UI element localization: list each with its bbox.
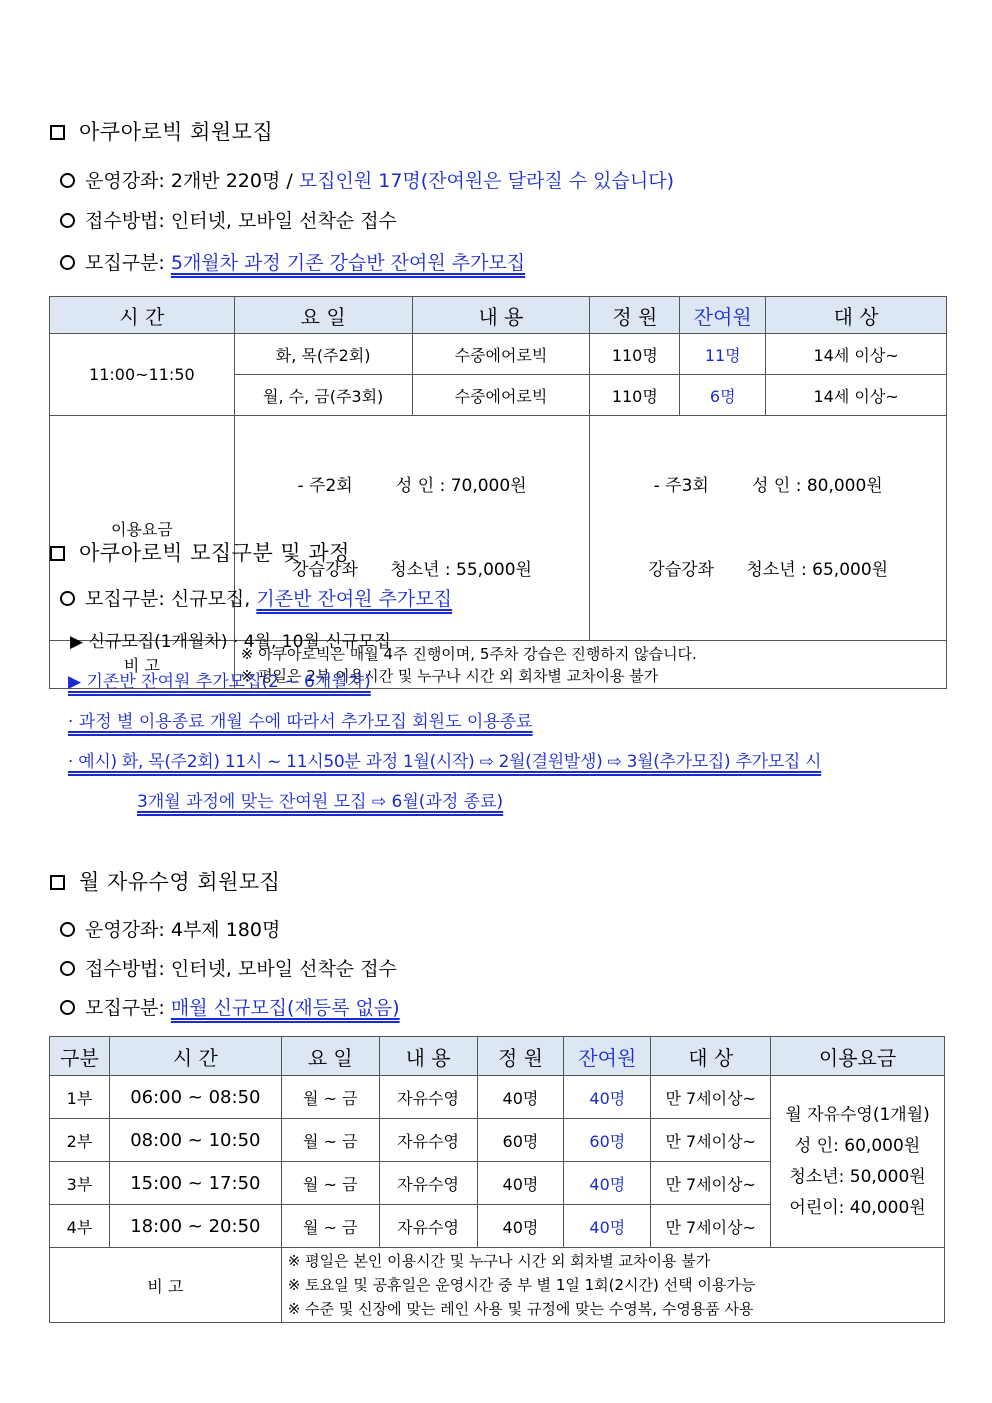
circle-bullet-icon bbox=[60, 922, 75, 937]
s3-line-2: 접수방법: 인터넷, 모바일 선착순 접수 bbox=[60, 954, 397, 981]
header-day: 요 일 bbox=[281, 1037, 379, 1076]
table-cell: 08:00 ~ 10:50 bbox=[109, 1119, 281, 1162]
checkbox-square-icon bbox=[50, 546, 65, 561]
s2-line-3: ▶ 기존반 잔여원 추가모집(2 ~ 6개월차) bbox=[68, 672, 371, 692]
table-cell: 만 7세이상~ bbox=[651, 1119, 771, 1162]
table-cell: 40명 bbox=[477, 1162, 564, 1205]
s1-line-1: 운영강좌: 2개반 220명 / 모집인원 17명(잔여원은 달라질 수 있습니다) bbox=[60, 166, 674, 193]
circle-bullet-icon bbox=[60, 1000, 75, 1015]
note-text: ※ 수준 및 신장에 맞는 레인 사용 및 규정에 맞는 수영복, 수영용품 사용 bbox=[287, 1300, 754, 1318]
table-cell: 2부 bbox=[50, 1119, 110, 1162]
table-cell: 수중에어로빅 bbox=[412, 375, 590, 416]
table-cell: 자유수영 bbox=[379, 1205, 477, 1248]
table-cell: 60명 bbox=[477, 1119, 564, 1162]
note-cell bbox=[281, 1248, 944, 1323]
table-cell: 화, 목(주2회) bbox=[234, 334, 412, 375]
fee-cell bbox=[771, 1076, 945, 1248]
note-label: 비 고 bbox=[50, 641, 235, 689]
table-cell: 만 7세이상~ bbox=[651, 1205, 771, 1248]
s2-line-1: 모집구분: 신규모집, 기존반 잔여원 추가모집 bbox=[60, 584, 452, 611]
table-cell: 110명 bbox=[590, 375, 680, 416]
table-cell: 월 ~ 금 bbox=[281, 1205, 379, 1248]
header-time: 시 간 bbox=[109, 1037, 281, 1076]
fee-3x-cell bbox=[590, 416, 947, 641]
header-remaining: 잔여원 bbox=[564, 1037, 651, 1076]
table-cell: 11명 bbox=[680, 334, 766, 375]
s2-line-4: · 과정 별 이용종료 개월 수에 따라서 추가모집 회원도 이용종료 bbox=[68, 712, 533, 732]
section-title-free-swim: 월 자유수영 회원모집 bbox=[50, 866, 280, 896]
s1-line-3: 모집구분: 5개월차 과정 기존 강습반 잔여원 추가모집 bbox=[60, 248, 525, 275]
section-title-aquarobic: 아쿠아로빅 회원모집 bbox=[50, 116, 273, 146]
table-cell: 만 7세이상~ bbox=[651, 1162, 771, 1205]
fee-text: 강습강좌 청소년 : 55,000원 bbox=[292, 560, 532, 580]
header-fee: 이용요금 bbox=[771, 1037, 945, 1076]
fee-text: - 주2회 성 인 : 70,000원 bbox=[297, 476, 527, 496]
table-cell: 수중에어로빅 bbox=[412, 334, 590, 375]
table-cell: 월 ~ 금 bbox=[281, 1162, 379, 1205]
header-target: 대 상 bbox=[766, 297, 947, 334]
table-cell: 자유수영 bbox=[379, 1076, 477, 1119]
table-cell: 자유수영 bbox=[379, 1162, 477, 1205]
note-text: ※ 아쿠아로빅은 매월 4주 진행이며, 5주차 강습은 진행하지 않습니다. bbox=[240, 644, 697, 663]
table-cell: 40명 bbox=[564, 1205, 651, 1248]
table-cell: 60명 bbox=[564, 1119, 651, 1162]
table-cell: 40명 bbox=[477, 1205, 564, 1248]
table-cell: 월 ~ 금 bbox=[281, 1076, 379, 1119]
table-cell: 6명 bbox=[680, 375, 766, 416]
table-cell: 월 ~ 금 bbox=[281, 1119, 379, 1162]
table-cell: 1부 bbox=[50, 1076, 110, 1119]
header-part: 구분 bbox=[50, 1037, 110, 1076]
table-cell: 110명 bbox=[590, 334, 680, 375]
table-cell: 40명 bbox=[564, 1076, 651, 1119]
table-cell: 18:00 ~ 20:50 bbox=[109, 1205, 281, 1248]
s3-line-1: 운영강좌: 4부제 180명 bbox=[60, 915, 280, 942]
circle-bullet-icon bbox=[60, 591, 75, 606]
fee-text: 성 인: 60,000원 bbox=[794, 1135, 921, 1156]
fee-text: 강습강좌 청소년 : 65,000원 bbox=[648, 560, 889, 580]
header-capacity: 정 원 bbox=[477, 1037, 564, 1076]
note-text: ※ 평일은 본인 이용시간 및 누구나 시간 외 회차별 교차이용 불가 bbox=[287, 1252, 711, 1270]
free-swim-table bbox=[49, 1036, 945, 1323]
fee-text: 청소년: 50,000원 bbox=[789, 1166, 926, 1187]
header-target: 대 상 bbox=[651, 1037, 771, 1076]
s1-line-2: 접수방법: 인터넷, 모바일 선착순 접수 bbox=[60, 206, 397, 233]
header-day: 요 일 bbox=[234, 297, 412, 334]
table-cell: 40명 bbox=[564, 1162, 651, 1205]
circle-bullet-icon bbox=[60, 213, 75, 228]
header-content: 내 용 bbox=[412, 297, 590, 334]
section-title-course: 아쿠아로빅 모집구분 및 과정 bbox=[50, 537, 350, 567]
table-cell: 월, 수, 금(주3회) bbox=[234, 375, 412, 416]
fee-text: 어린이: 40,000원 bbox=[789, 1197, 926, 1218]
checkbox-square-icon bbox=[50, 875, 65, 890]
table-cell: 14세 이상~ bbox=[766, 375, 947, 416]
fee-label: 이용요금 bbox=[50, 416, 235, 641]
checkbox-square-icon bbox=[50, 125, 65, 140]
table-cell: 만 7세이상~ bbox=[651, 1076, 771, 1119]
table-cell: 15:00 ~ 17:50 bbox=[109, 1162, 281, 1205]
time-cell: 11:00~11:50 bbox=[50, 334, 235, 416]
table-cell: 자유수영 bbox=[379, 1119, 477, 1162]
table-cell: 3부 bbox=[50, 1162, 110, 1205]
s3-line-3: 모집구분: 매월 신규모집(재등록 없음) bbox=[60, 993, 400, 1020]
s2-line-5: · 예시) 화, 목(주2회) 11시 ~ 11시50분 과정 1월(시작) ⇨ 2월(결원발생) ⇨ 3월(추가모집) 추가모집 시 bbox=[68, 752, 822, 772]
note-label: 비 고 bbox=[50, 1248, 282, 1323]
note-text: ※ 토요일 및 공휴일은 운영시간 중 부 별 1일 1회(2시간) 선택 이용가능 bbox=[287, 1276, 756, 1294]
header-capacity: 정 원 bbox=[590, 297, 680, 334]
table-row bbox=[50, 1076, 945, 1119]
circle-bullet-icon bbox=[60, 961, 75, 976]
header-remaining: 잔여원 bbox=[680, 297, 766, 334]
circle-bullet-icon bbox=[60, 255, 75, 270]
s2-line-6: 3개월 과정에 맞는 잔여원 모집 ⇨ 6월(과정 종료) bbox=[137, 792, 504, 812]
table-cell: 14세 이상~ bbox=[766, 334, 947, 375]
fee-text: - 주3회 성 인 : 80,000원 bbox=[653, 476, 883, 496]
s2-line-2: ▶ 신규모집(1개월차) · 4월, 10월 신규모집 bbox=[70, 632, 391, 652]
fee-text: 월 자유수영(1개월) bbox=[785, 1104, 930, 1125]
header-content: 내 용 bbox=[379, 1037, 477, 1076]
table-cell: 40명 bbox=[477, 1076, 564, 1119]
table-cell: 06:00 ~ 08:50 bbox=[109, 1076, 281, 1119]
circle-bullet-icon bbox=[60, 173, 75, 188]
note-text: ※ 평일은 2부 이용시간 및 누구나 시간 외 회차별 교차이용 불가 bbox=[240, 666, 659, 685]
table-cell: 4부 bbox=[50, 1205, 110, 1248]
header-time: 시 간 bbox=[50, 297, 235, 334]
